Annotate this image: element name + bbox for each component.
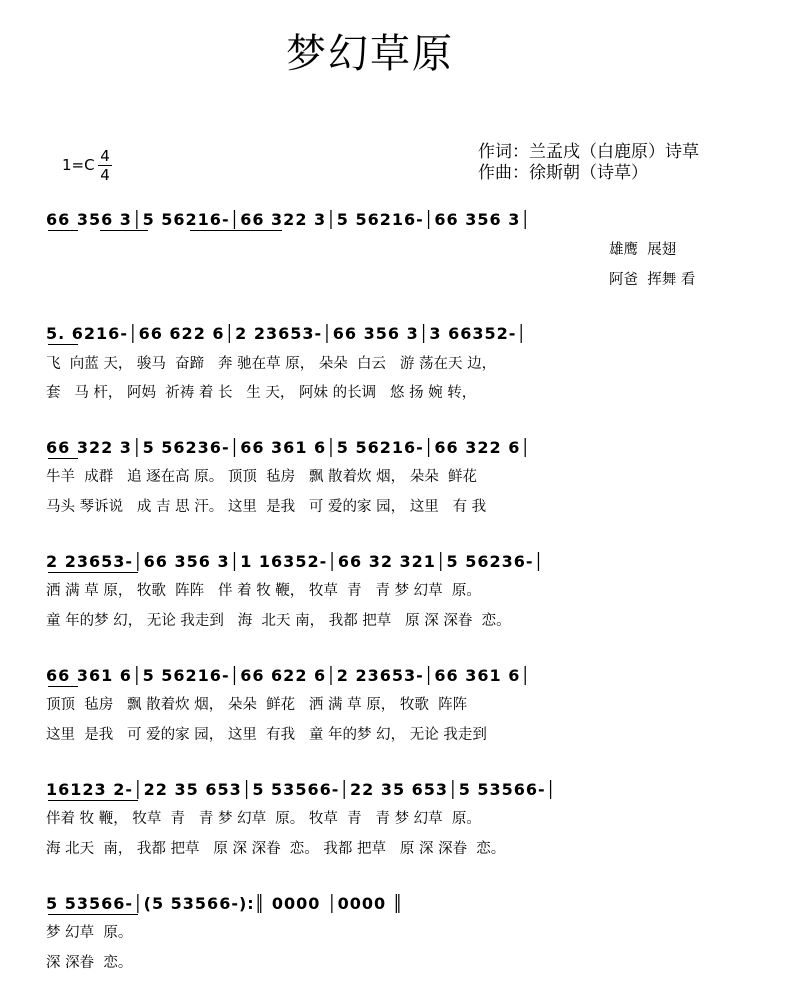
beat-underline	[48, 572, 138, 573]
notation-row-4: 2 23653-│66 356 3│1 16352-│66 32 321│5 56236-│	[46, 552, 545, 571]
notation-row-6: 16123 2-│22 35 653│5 53566-│22 35 653│5 53566-│	[46, 780, 557, 799]
lyric-row-2-verse1: 飞 向蓝 天， 骏马 奋蹄 奔 驰在草 原， 朵朵 白云 游 荡在天 边，	[46, 356, 497, 372]
lyric-row-6-verse1: 伴着 牧 鞭， 牧草 青 青 梦 幻草 原。 牧草 青 青 梦 幻草 原。	[46, 811, 481, 827]
lyric-row-7-verse2: 深 深眷 恋。	[46, 955, 133, 971]
meter-bottom: 4	[100, 166, 110, 184]
lyric-row-4-verse2: 童 年的梦 幻， 无论 我走到 海 北天 南， 我都 把草 原 深 深眷 恋。	[46, 613, 511, 629]
beat-underline	[48, 686, 78, 687]
beat-underline	[48, 230, 78, 231]
beat-underline	[48, 800, 138, 801]
lyric-row-7-verse1: 梦 幻草 原。	[46, 925, 133, 941]
lyric-row-4-verse1: 洒 满 草 原， 牧歌 阵阵 伴 着 牧 鞭， 牧草 青 青 梦 幻草 原。	[46, 583, 481, 599]
credits	[478, 142, 699, 184]
lyric-row-6-verse2: 海 北天 南， 我都 把草 原 深 深眷 恋。 我都 把草 原 深 深眷 恋。	[46, 841, 506, 857]
beat-underline	[48, 914, 138, 915]
lyricist-credit: 作词：兰孟戌（白鹿原）诗草	[478, 142, 699, 162]
notation-row-7: 5 53566-│(5 53566-):║ 0000 │0000 ║	[46, 894, 404, 913]
composer-credit: 作曲：徐斯朝（诗草）	[478, 163, 648, 183]
lyric-row-3-verse1: 牛羊 成群 追 逐在高 原。 顶顶 毡房 飘 散着炊 烟， 朵朵 鲜花	[46, 469, 477, 485]
lyric-row-3-verse2: 马头 琴诉说 成 吉 思 汗。 这里 是我 可 爱的家 园， 这里 有 我	[46, 499, 487, 515]
lyric-row-5-verse2: 这里 是我 可 爱的家 园， 这里 有我 童 年的梦 幻， 无论 我走到	[46, 727, 487, 743]
notation-row-3: 66 322 3│5 56236-│66 361 6│5 56216-│66 322 6│	[46, 438, 531, 457]
notation-row-1: 66 356 3│5 56216-│66 322 3│5 56216-│66 356 3│	[46, 210, 531, 229]
lyric-row-5-verse1: 顶顶 毡房 飘 散着炊 烟， 朵朵 鲜花 洒 满 草 原， 牧歌 阵阵	[46, 697, 468, 713]
lyric-row-2-verse2: 套 马 杆， 阿妈 祈祷 着 长 生 天， 阿妹 的长调 悠 扬 婉 转，	[46, 385, 477, 401]
verse1-lead-in: 雄鹰 展翅	[609, 242, 677, 258]
beat-underline	[190, 230, 282, 231]
time-signature	[98, 148, 112, 183]
key-signature: 1=C	[62, 156, 95, 174]
song-title: 梦幻草原	[286, 31, 454, 77]
verse2-lead-in: 阿爸 挥舞 看	[609, 272, 696, 288]
beat-underline	[48, 344, 78, 345]
notation-row-5: 66 361 6│5 56216-│66 622 6│2 23653-│66 361 6│	[46, 666, 531, 685]
beat-underline	[48, 458, 78, 459]
beat-underline	[100, 230, 148, 231]
notation-row-2: 5. 6216-│66 622 6│2 23653-│66 356 3│3 66352-│	[46, 324, 528, 343]
meter-top: 4	[100, 147, 110, 165]
